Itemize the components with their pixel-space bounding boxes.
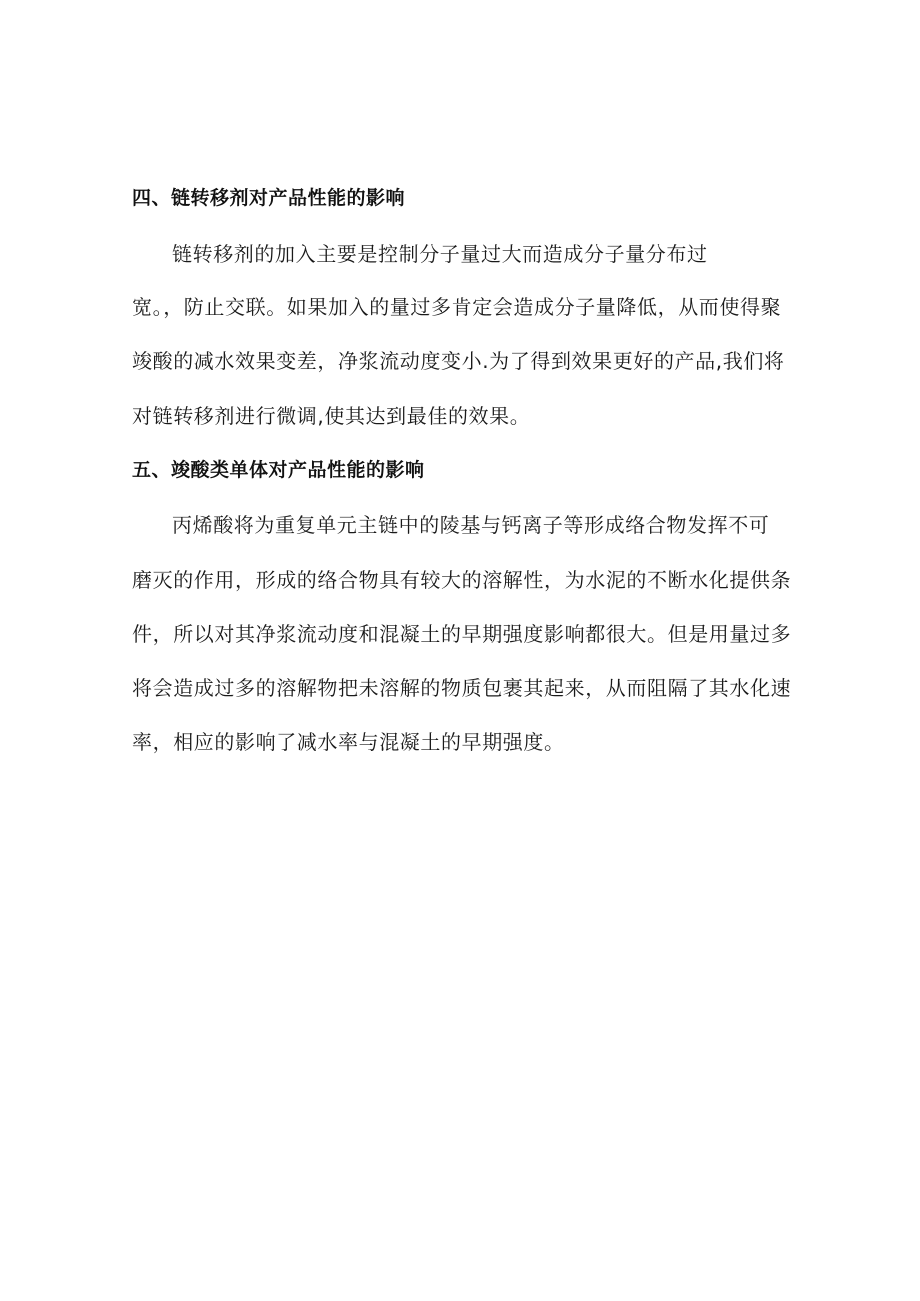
section-4-paragraph-line: 对链转移剂进行微调,使其达到最佳的效果。 bbox=[132, 404, 531, 428]
section-5-paragraph-line: 将会造成过多的溶解物把未溶解的物质包裹其起来，从而阻隔了其水化速 bbox=[132, 676, 792, 700]
section-5-paragraph-line: 率，相应的影响了减水率与混凝土的早期强度。 bbox=[132, 730, 565, 754]
section-5-heading: 五、竣酸类单体对产品性能的影响 bbox=[132, 459, 425, 481]
section-5-paragraph-line: 件，所以对其净浆流动度和混凝土的早期强度影响都很大。但是用量过多 bbox=[132, 622, 792, 646]
section-4-paragraph-line: 宽。，防止交联。如果加入的量过多肯定会造成分子量降低，从而使得聚 bbox=[132, 295, 782, 319]
section-4-paragraph-line: 链转移剂的加入主要是控制分子量过大而造成分子量分布过 bbox=[172, 242, 708, 266]
section-4-paragraph-line: 竣酸的减水效果变差，净浆流动度变小.为了得到效果更好的产品,我们将 bbox=[132, 349, 785, 373]
section-5-paragraph-line: 丙烯酸将为重复单元主链中的陵基与钙离子等形成络合物发挥不可 bbox=[172, 513, 770, 537]
section-4-heading: 四、链转移剂对产品性能的影响 bbox=[132, 187, 406, 209]
section-5-paragraph-line: 磨灭的作用，形成的络合物具有较大的溶解性，为水泥的不断水化提供条 bbox=[132, 568, 792, 592]
